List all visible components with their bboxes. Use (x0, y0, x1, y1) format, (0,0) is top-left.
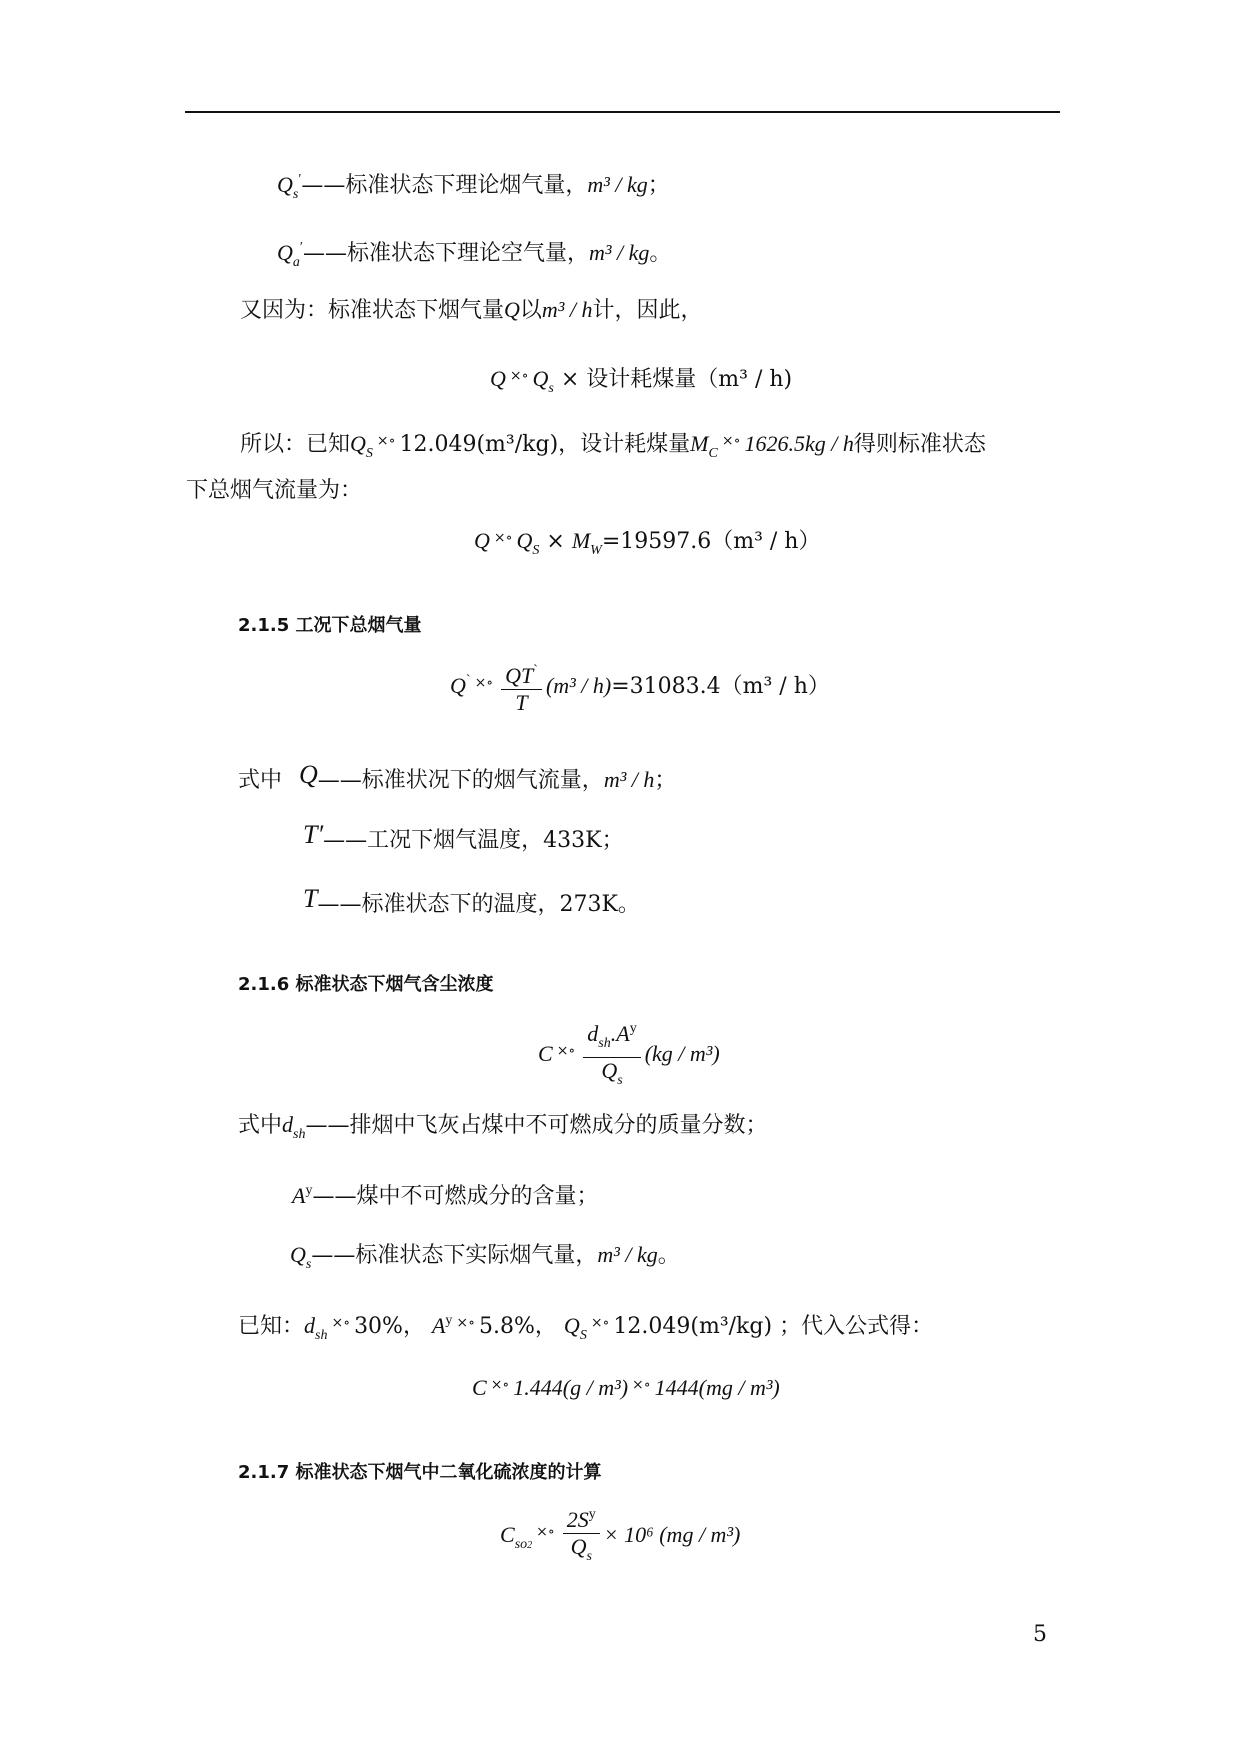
definition-t: T——标准状态下的温度，273K。 (303, 884, 640, 917)
equation-dust-concentration: C ×∘ $\frac{d_{sh}.A^y}{Q_s}$ (kg / m³) (538, 1016, 720, 1094)
page-number: 5 (1033, 1622, 1047, 1647)
heading-2-1-5: 2.1.5 工况下总烟气量 (238, 615, 422, 636)
equation-so2-concentration: $C_{so2}^{\times\circ}$ $\frac{2S^y}{Q_s}$ × 10⁶ (mg / m³) (500, 1502, 740, 1570)
definition-qs-real: $Q_s——$标准状态下实际烟气量，m³ / kg。 (290, 1242, 680, 1272)
definition-t-prime: T′——工况下烟气温度，433K； (303, 820, 624, 853)
paragraph-also-because: 又因为：标准状态下烟气量Q以m³ / h计，因此， (240, 297, 703, 323)
definition-q: 式中 Q——标准状况下的烟气流量，m³ / h； (238, 760, 677, 793)
equation-total-flue-gas-flow: Q ×∘ $Q_S \times M_W=19597.6(m^3 / h)$ (474, 528, 821, 558)
header-rule (185, 111, 1060, 113)
paragraph-known-values: 已知：$d_{sh}^{\times\circ}$ 30%， $A^y$ ×∘ 5.8%， $Q_S^{\times\circ}$ 12.049(m³/kg) ；代入公式得： (238, 1313, 934, 1343)
qs-prime-definition: $Q_s'——$标准状态下理论烟气量，m³ / kg； (277, 172, 670, 202)
definition-ay: $A^y——$煤中不可燃成分的含量； (292, 1183, 599, 1209)
heading-2-1-7: 2.1.7 标准状态下烟气中二氧化硫浓度的计算 (238, 1462, 602, 1483)
equation-working-flue-gas: Q` ×∘ $\frac{QT^`}{T}$ (m³ / h)=31083.4（m³ / h） (450, 658, 830, 716)
heading-2-1-6: 2.1.6 标准状态下烟气含尘浓度 (238, 974, 494, 995)
paragraph-so-known-cont: 下总烟气流量为： (186, 478, 363, 503)
definition-dsh: 式中$d_{sh}——$排烟中飞灰占煤中不可燃成分的质量分数； (238, 1112, 768, 1142)
qa-prime-definition: $Q_a'——$标准状态下理论空气量，m³ / kg。 (277, 240, 672, 270)
equation-dust-result: C ×∘ 1.444(g / m³) ×∘ 1444(mg / m³) (472, 1375, 780, 1400)
paragraph-so-known: 所以：已知$Q_S^{\times\circ}$ 12.049(m³/kg)，设计耗煤量$M_C^{\times\circ}$ 1626.5kg / h得则标准状态 (240, 431, 986, 461)
equation-flue-gas-volume: Q ×∘ $Q_s$ × 设计耗煤量（m³ / h) (490, 366, 793, 396)
